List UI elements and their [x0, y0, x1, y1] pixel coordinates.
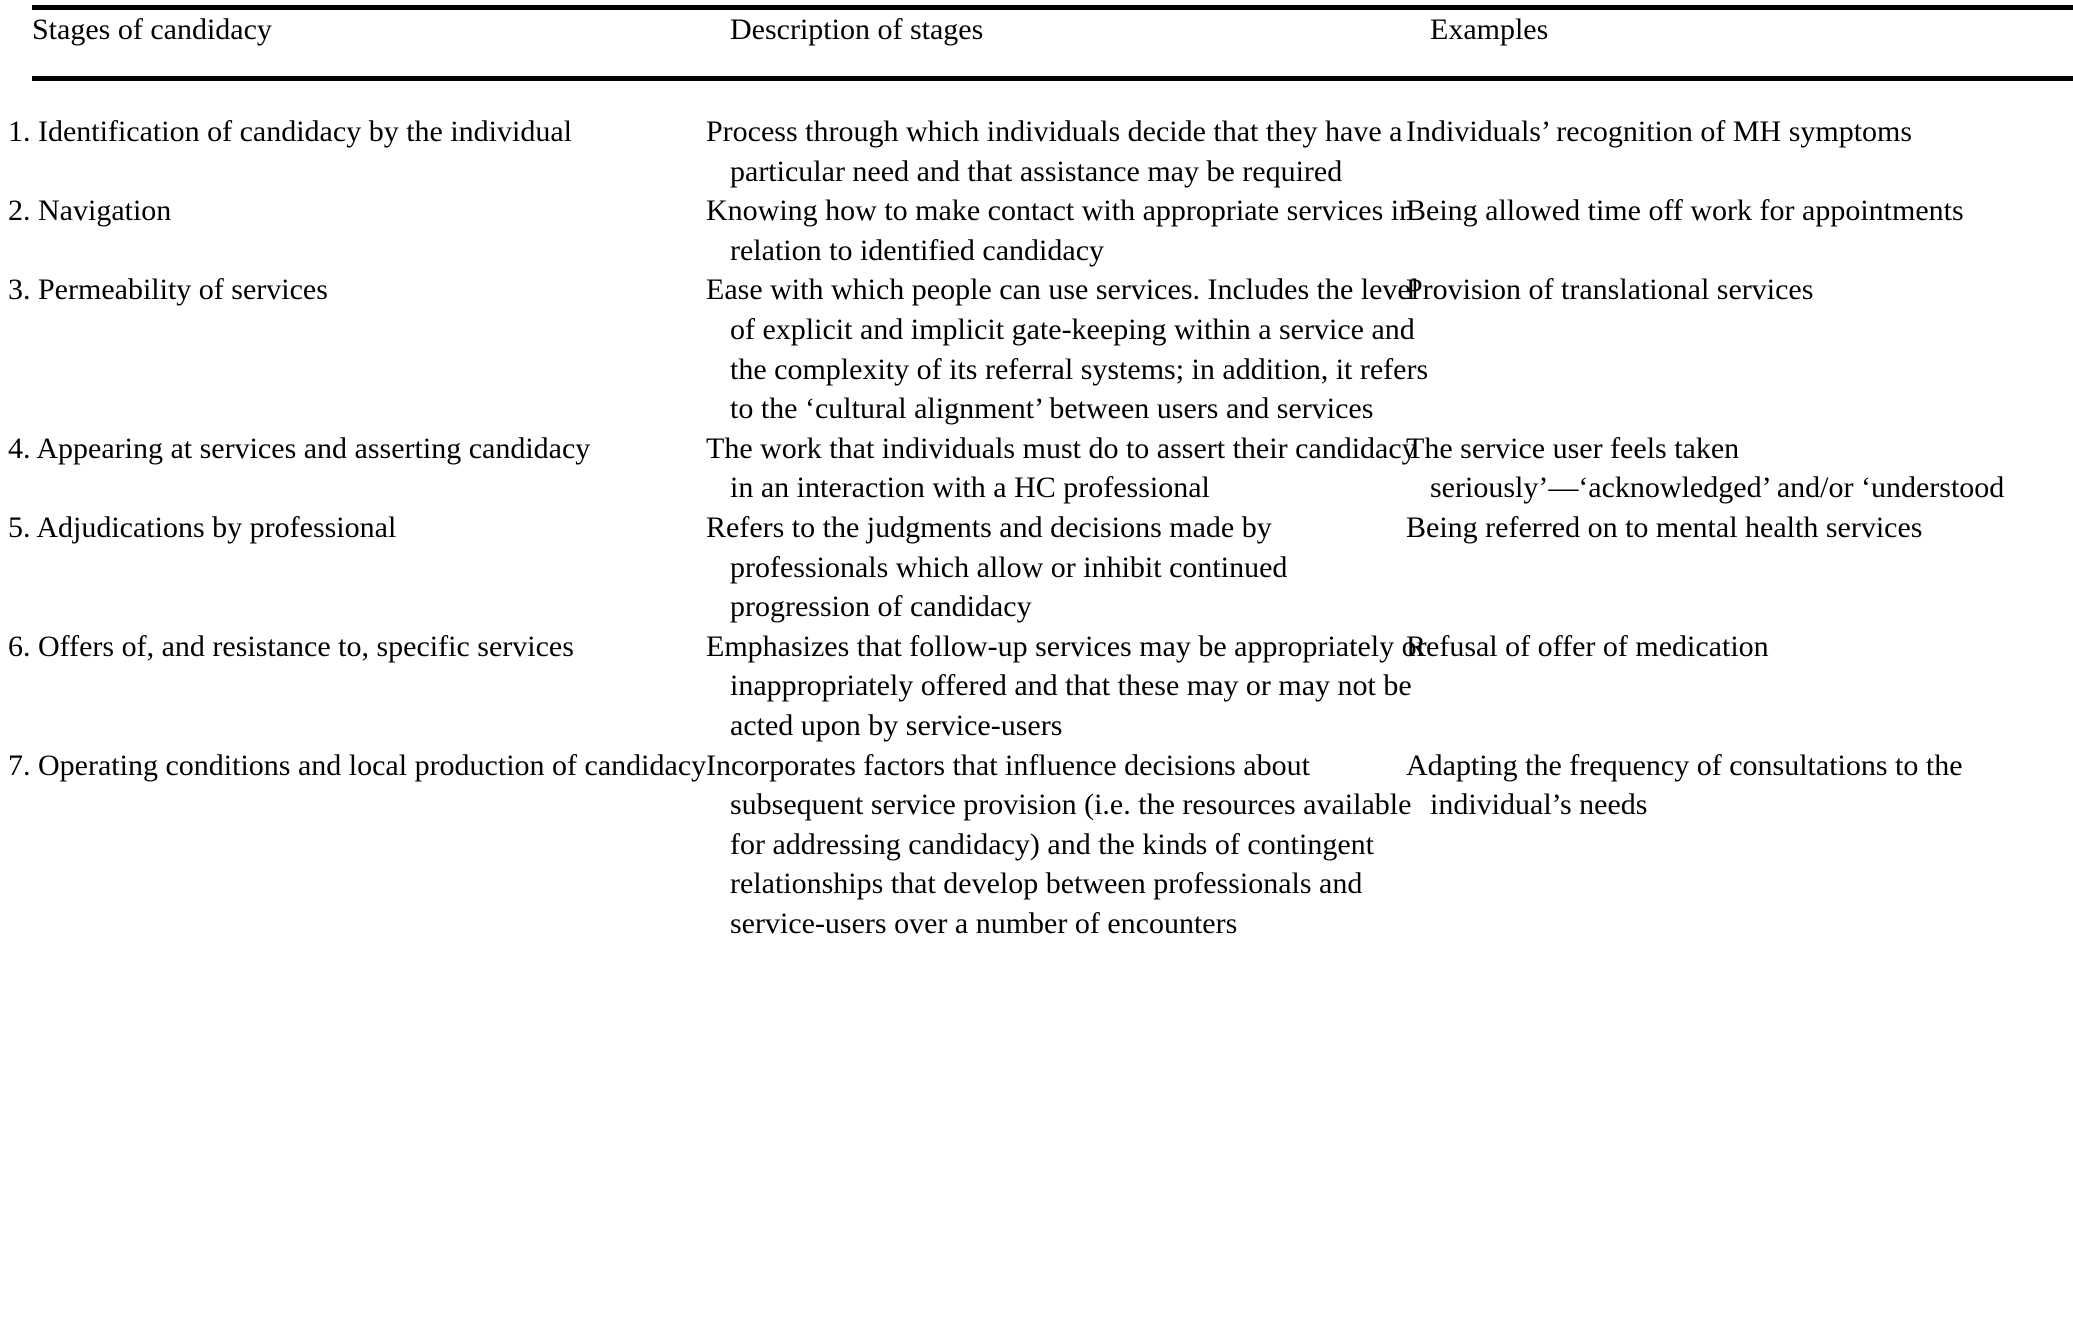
cell-stage: 5. Adjudications by professional: [8, 510, 397, 544]
column-header-description: Description of stages: [730, 13, 984, 46]
cell-description: Ease with which people can use services. Includes the level of explicit and implicit gate-keeping within a service and the complexity of its referral systems; in addition, it refers to the ‘cultural alignment’ between users and services: [706, 273, 1429, 426]
table-row: [32, 508, 2073, 627]
cell-stage: 3. Permeability of services: [8, 273, 328, 307]
table-header-row: [32, 10, 2073, 76]
cell-stage: 1. Identification of candidacy by the individual: [8, 115, 572, 148]
cell-description: Incorporates factors that influence decisions about subsequent service provision (i.e. the resources available for addressing candidacy) and the kinds of contingent relationships that develop between professionals and service-users over a number of encounters: [706, 748, 1412, 940]
table-body: [8, 81, 2073, 959]
table-row: [32, 81, 2073, 191]
candidacy-table-container: [8, 0, 2073, 959]
cell-example: Provision of translational services: [1406, 273, 1814, 307]
cell-description: Process through which individuals decide that they have a particular need and that assistance may be required: [706, 115, 1403, 188]
table-row: [32, 746, 2073, 960]
cell-example: Being allowed time off work for appointments: [1406, 194, 1964, 228]
cell-description: Refers to the judgments and decisions made by professionals which allow or inhibit continued progression of candidacy: [706, 510, 1288, 624]
cell-example: Being referred on to mental health services: [1406, 510, 1923, 544]
table-row: [32, 191, 2073, 270]
table-row: [32, 270, 2073, 428]
cell-description: The work that individuals must do to assert their candidacy in an interaction with a HC professional: [706, 431, 1417, 505]
cell-example: The service user feels taken seriously’—‘acknowledged’ and/or ‘understood: [1406, 431, 2005, 505]
table-row: [32, 627, 2073, 746]
cell-description: Emphasizes that follow-up services may be appropriately or inappropriately offered and that these may or may not be acted upon by service-users: [706, 629, 1427, 742]
table-row: [32, 429, 2073, 508]
cell-example: Refusal of offer of medication: [1406, 629, 1769, 663]
cell-description: Knowing how to make contact with appropriate services in relation to identified candidacy: [706, 194, 1415, 267]
cell-stage: 6. Offers of, and resistance to, specific services: [8, 629, 574, 663]
stages-of-candidacy-table: [32, 10, 2073, 76]
cell-stage: 7. Operating conditions and local production of candidacy: [8, 748, 707, 782]
column-header-examples: Examples: [1430, 13, 1549, 46]
cell-example: Individuals’ recognition of MH symptoms: [1406, 115, 1913, 148]
cell-example: Adapting the frequency of consultations to the individual’s needs: [1406, 748, 1963, 822]
table-header: [32, 10, 2073, 76]
cell-stage: 2. Navigation: [8, 194, 172, 228]
stages-of-candidacy-body: [8, 81, 2073, 959]
column-header-stages: Stages of candidacy: [32, 13, 272, 46]
cell-stage: 4. Appearing at services and asserting candidacy: [8, 431, 591, 465]
